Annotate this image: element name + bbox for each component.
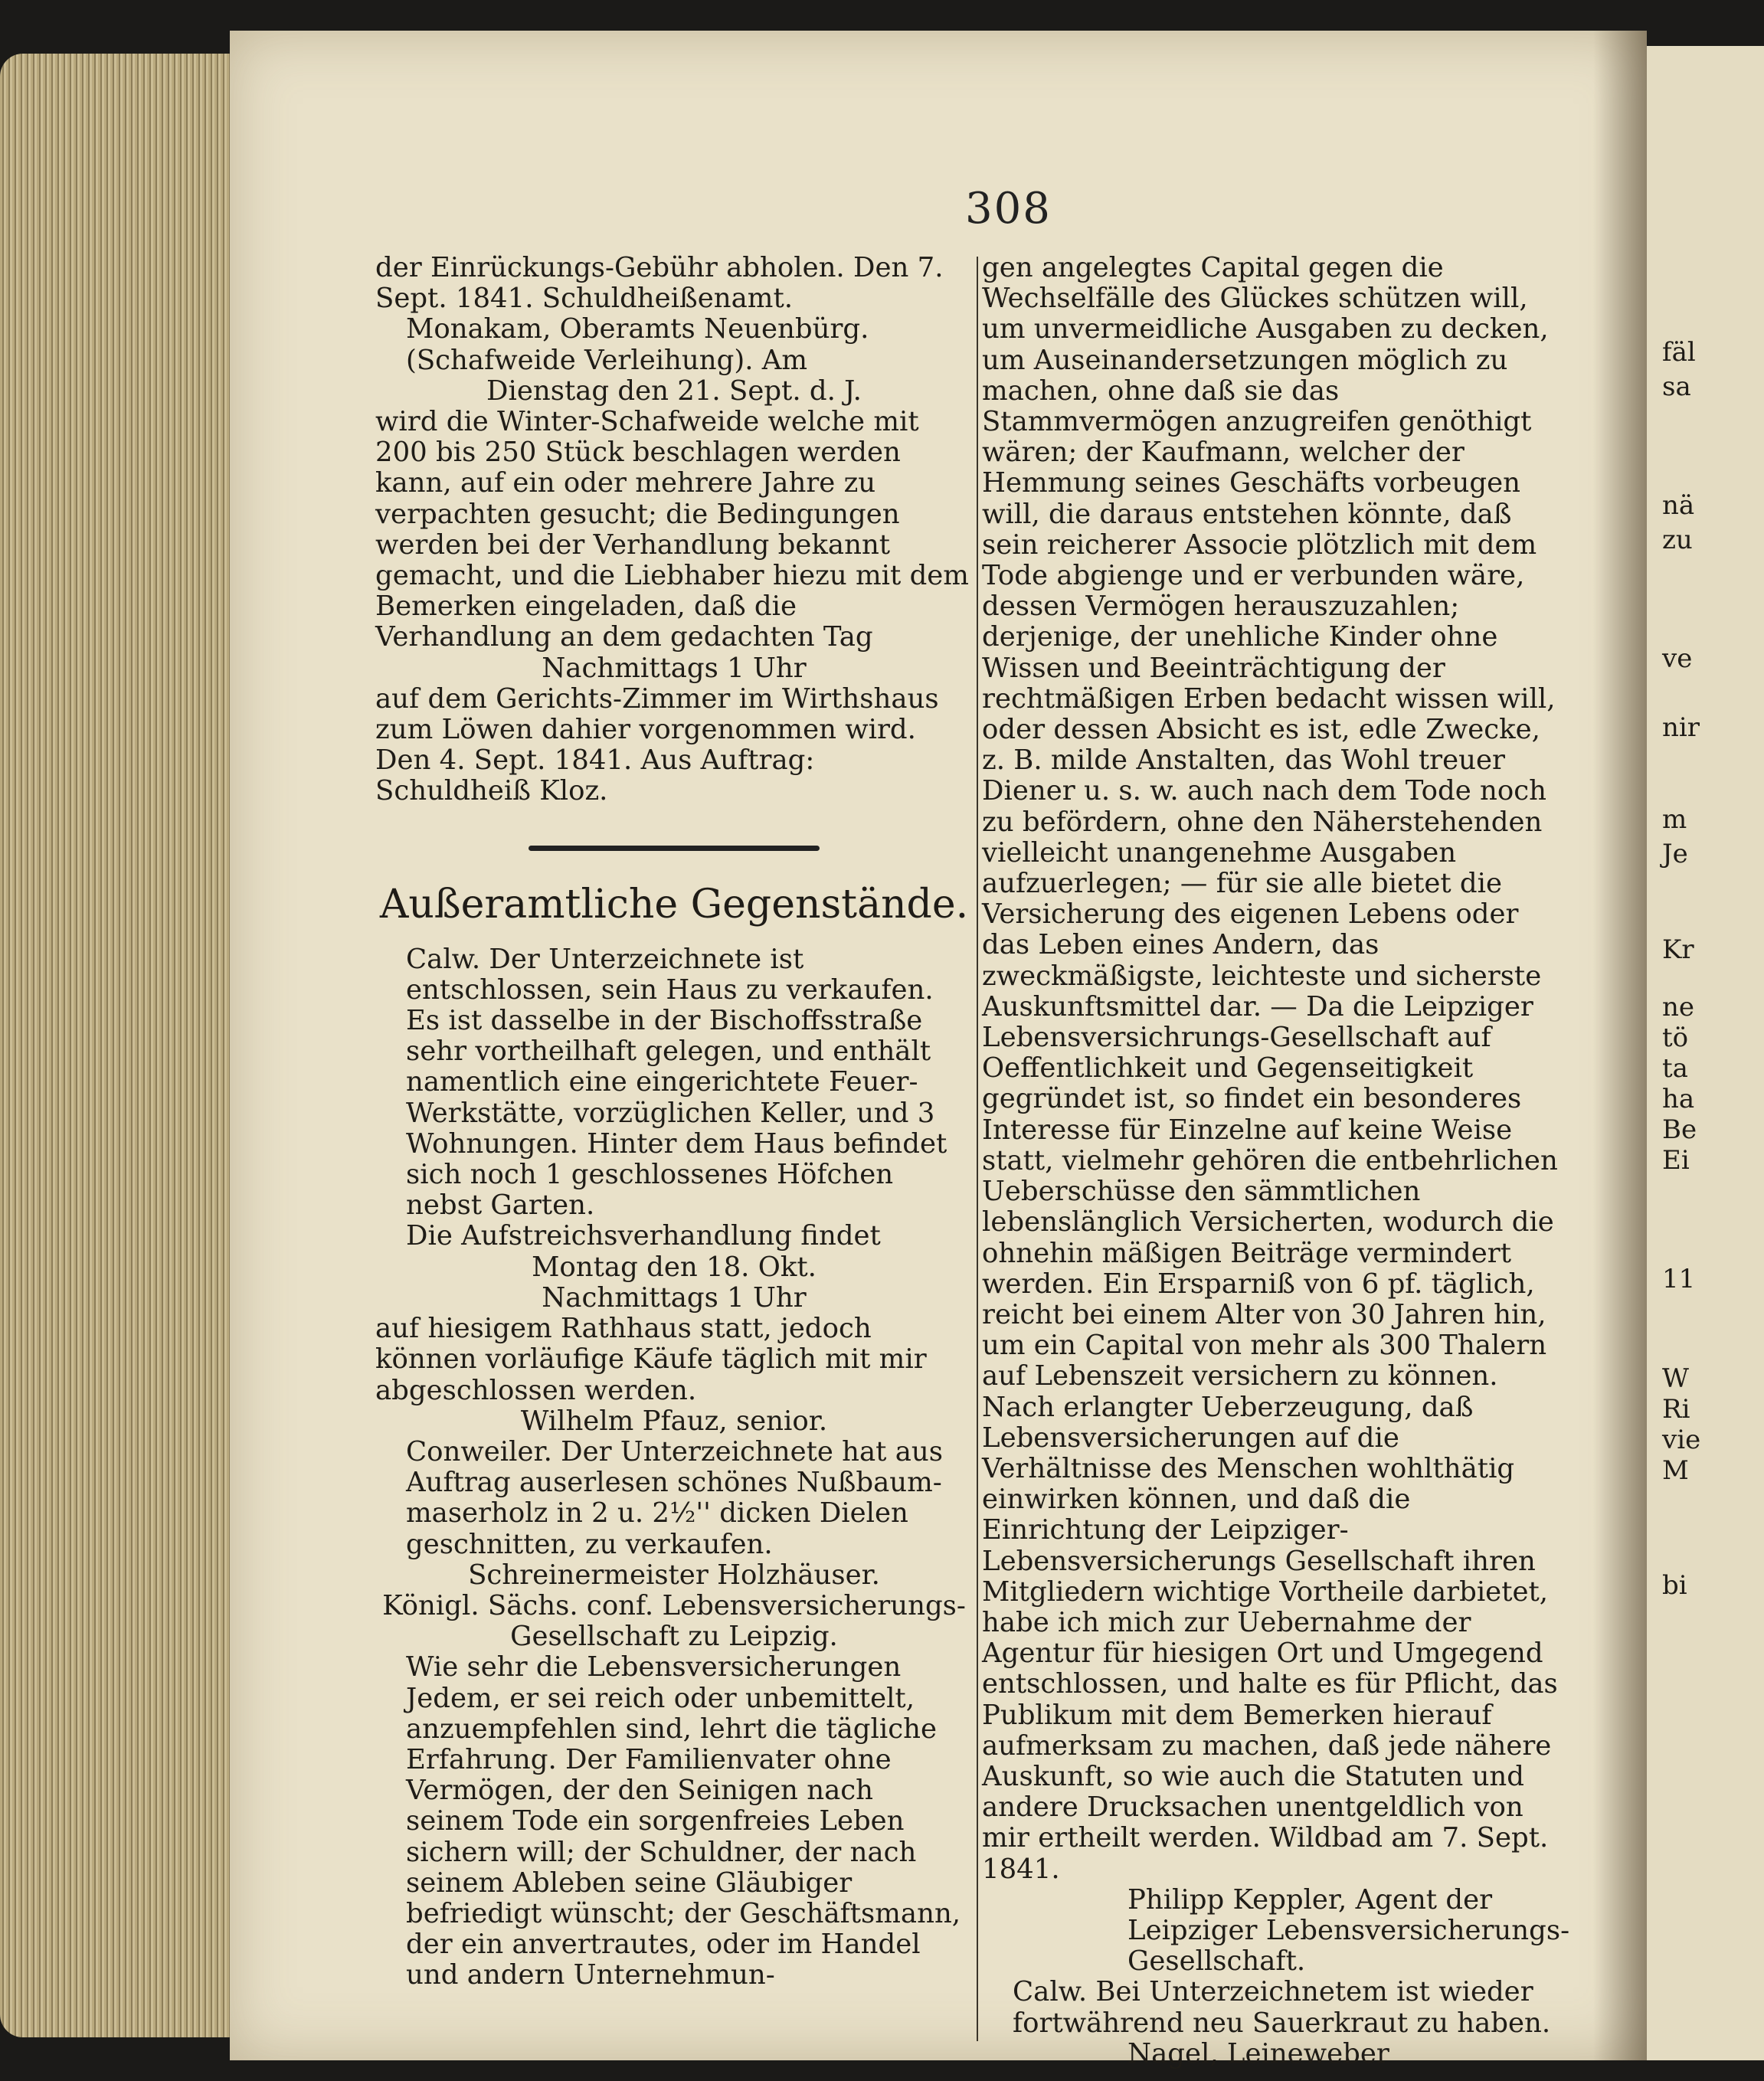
next-page-strip [1647, 46, 1764, 2060]
paragraph: Wie sehr die Lebensversicherungen Jedem, er sei reich oder unbemittelt, anzuempfehlen sind, lehrt die tägliche Erfahrung. Der Familienvater ohne Vermögen, der den Seinigen nach seinem Tode ein sorgenfreies Leben sichern will; der Schuldner, der nach seinem Ableben seine Gläubiger befriedigt wünscht; der Geschäftsmann, der ein anvertrautes, oder im Handel und andern Unternehmun- [406, 1651, 961, 1991]
signature: Wilhelm Pfauz, senior. [520, 1405, 828, 1437]
paragraph: gen angelegtes Capital gegen die Wechselfälle des Glückes schützen will, um unvermeidliche Ausgaben zu decken, um Auseinandersetzungen möglich zu machen, ohne daß sie das Stammvermögen anzugreifen genöthigt wären; der Kaufmann, welcher der Hemmung seines Geschäfts vorbeugen will, die daraus entstehen könnte, daß sein reicherer Associe plötzlich mit dem Tode abgienge und er verbunden wäre, dessen Vermögen herauszuzahlen; derjenige, der unehliche Kinder ohne Wissen und Beeinträchtigung der rechtmäßigen Erben bedacht wissen will, oder dessen Absicht es ist, edle Zwecke, z. B. milde Anstalten, das Wohl treuer Diener u. s. w. auch nach dem Tode noch zu befördern, ohne den Näherstehenden vielleicht unangenehme Ausgaben aufzuerlegen; — für sie alle bietet die Versicherung des eigenen Lebens oder das Leben eines Andern, das zweckmäßigste, leichteste und sicherste Auskunftsmittel dar. — Da die Leipziger Lebensversichrungs-Gesellschaft auf Oeffentlichkeit und Gegenseitigkeit gegründet ist, so findet ein besonderes Interesse für Einzelne auf keine Weise statt, vielmehr gehören die entbehrlichen Ueberschüsse den sämmtlichen lebenslänglich Versicherten, wodurch die ohnehin mäßigen Beiträge vermindert werden. Ein Ersparniß von 6 pf. täglich, reicht bei einem Alter von 30 Jahren hin, um ein Capital von mehr als 300 Thalern auf Lebenszeit versichern zu können. Nach erlangter Ueberzeugung, daß Lebensversicherungen auf die Verhältnisse des Menschen wohlthätig einwirken können, und daß die Einrichtung der Leipziger-Lebensversicherungs Gesellschaft ihren Mitgliedern wichtige Vortheile darbietet, habe ich mich zur Uebernahme der Agentur für hiesigen Ort und Umgegend entschlossen, und halte es für Pflicht, das Publikum mit dem Bemerken hierauf aufmerksam zu machen, daß jede nähere Auskunft, so wie auch die Statuten und andere Drucksachen unentgeldlich von mir ertheilt werden. Wildbad am 7. Sept. 1841. [982, 252, 1558, 1885]
section-title: Außeramtliche Gegenstände. [379, 881, 969, 928]
signature: Philipp Keppler, Agent der Leipziger Lebensversicherungs-Gesellschaft. [1127, 1883, 1570, 1978]
notice-calw-sauerkraut: Calw. Bei Unterzeichnetem ist wieder fortwährend neu Sauerkraut zu haben. [1013, 1976, 1551, 2039]
next-page-fragment: Je [1662, 839, 1688, 869]
next-page-fragment: ha [1662, 1084, 1695, 1114]
date-line: Montag den 18. Okt. [532, 1251, 817, 1283]
left-column [375, 253, 973, 1991]
paragraph: Die Aufstreichsverhandlung findet [406, 1220, 881, 1252]
next-page-fragment: sa [1662, 371, 1691, 402]
next-page-fragment: W [1662, 1363, 1689, 1394]
date-line: Dienstag den 21. Sept. d. J. [486, 375, 862, 407]
next-page-fragment: vie [1662, 1425, 1701, 1455]
next-page-fragment: ne [1662, 992, 1695, 1023]
right-column [982, 253, 1572, 2070]
next-page-fragment: fäl [1662, 337, 1696, 368]
next-page-fragment: m [1662, 804, 1687, 835]
next-page-fragment: zu [1662, 525, 1693, 555]
next-page-fragment: ta [1662, 1053, 1688, 1084]
next-page-fragment: bi [1662, 1570, 1687, 1601]
next-page-fragment: Ei [1662, 1145, 1690, 1176]
notice-calw-house: Calw. Der Unterzeichnete ist entschlossen, sein Haus zu verkaufen. Es ist dasselbe in der Bischoffsstraße sehr vortheilhaft gelegen, und enthält namentlich eine eingerichtete Feuer-Werkstätte, vorzüglichen Keller, und 3 Wohnungen. Hinter dem Haus befindet sich noch 1 geschlossenes Höfchen nebst Garten. [406, 943, 947, 1222]
next-page-fragment: Kr [1662, 934, 1694, 965]
next-page-fragment: ve [1662, 643, 1693, 674]
section-rule [529, 846, 820, 851]
next-page-fragment: Ri [1662, 1394, 1690, 1425]
paragraph: auf dem Gerichts-Zimmer im Wirthshaus zum Löwen dahier vorgenommen wird. Den 4. Sept. 1841. Aus Auftrag: Schuldheiß Kloz. [375, 682, 939, 807]
next-page-fragment: 11 [1662, 1264, 1696, 1294]
notice-conweiler: Conweiler. Der Unterzeichnete hat aus Auftrag auserlesen schönes Nußbaum-maserholz in 2 u. 2½'' dicken Dielen geschnitten, zu verkaufen. [406, 1435, 943, 1560]
time-line: Nachmittags 1 Uhr [542, 652, 807, 684]
signature: Schreinermeister Holzhäuser. [468, 1559, 880, 1591]
insurance-heading: Königl. Sächs. conf. Lebensversicherungs-Gesellschaft zu Leipzig. [382, 1589, 966, 1653]
notice-monakam: Monakam, Oberamts Neuenbürg. (Schafweide Verleihung). Am [406, 313, 869, 376]
signature: Nagel, Leineweber [1127, 2037, 1389, 2070]
paragraph: auf hiesigem Rathhaus statt, jedoch können vorläufige Käufe täglich mit mir abgeschlossen werden. [375, 1313, 927, 1406]
next-page-fragment: nir [1662, 712, 1700, 743]
column-divider [977, 257, 978, 2041]
page-number: 308 [965, 184, 1052, 234]
paragraph: der Einrückungs-Gebühr abholen. Den 7. Sept. 1841. Schuldheißenamt. [375, 252, 944, 315]
next-page-fragment: M [1662, 1455, 1689, 1486]
next-page-fragment: Be [1662, 1114, 1697, 1145]
page-edges [0, 54, 253, 2037]
next-page-fragment: nä [1662, 490, 1695, 521]
next-page-fragment: tö [1662, 1023, 1689, 1053]
paragraph: wird die Winter-Schafweide welche mit 200 bis 250 Stück beschlagen werden kann, auf ein oder mehrere Jahre zu verpachten gesucht; die Bedingungen werden bei der Verhandlung bekannt gemacht, und die Liebhaber hiezu mit dem Bemerken eingeladen, daß die Verhandlung an dem gedachten Tag [375, 406, 969, 653]
gutter-shadow [1593, 31, 1647, 2060]
time-line: Nachmittags 1 Uhr [542, 1281, 807, 1314]
